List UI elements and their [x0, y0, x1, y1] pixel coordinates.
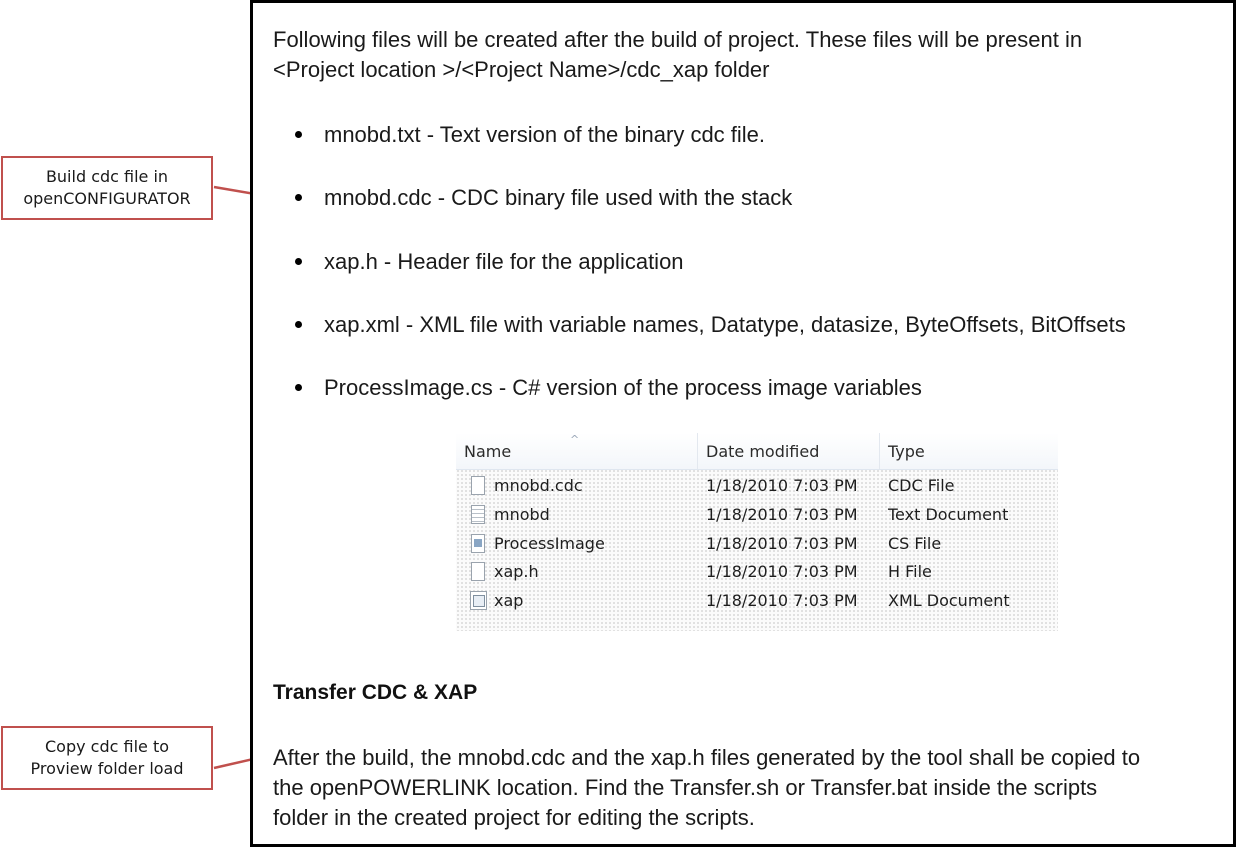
file-date-modified: 1/18/2010 7:03 PM — [706, 591, 858, 610]
transfer-line-3: folder in the created project for editing the scripts. — [273, 805, 755, 830]
file-date-modified: 1/18/2010 7:03 PM — [706, 476, 858, 495]
intro-line-1: Following files will be created after the build of project. These files will be present in — [273, 27, 1083, 52]
file-date-modified: 1/18/2010 7:03 PM — [706, 534, 858, 553]
bullet-text: mnobd.txt - Text version of the binary cdc file. — [324, 122, 766, 147]
file-type: CDC File — [888, 476, 955, 495]
column-header-type[interactable] — [880, 433, 1058, 469]
bullet-item — [295, 373, 922, 403]
blank-file-icon — [471, 476, 485, 495]
file-type: CS File — [888, 534, 942, 553]
callout-build-cdc — [1, 156, 213, 220]
file-type: H File — [888, 562, 932, 581]
column-header-bar — [456, 433, 1058, 470]
bullet-dot-icon — [295, 258, 302, 265]
callout-copy-line1: Copy cdc file to — [44, 737, 170, 756]
file-date-modified: 1/18/2010 7:03 PM — [706, 562, 858, 581]
text-file-icon — [471, 505, 485, 524]
callout-build-line2: openCONFIGURATOR — [23, 189, 191, 208]
file-date-modified: 1/18/2010 7:03 PM — [706, 505, 858, 524]
bullet-item — [295, 120, 765, 150]
file-name: xap — [494, 591, 524, 610]
transfer-line-1: After the build, the mnobd.cdc and the xap.h files generated by the tool shall be copied to — [273, 745, 1141, 770]
bullet-text: ProcessImage.cs - C# version of the process image variables — [324, 375, 922, 400]
bullet-item — [295, 247, 684, 277]
bullet-dot-icon — [295, 321, 302, 328]
column-type-label: Type — [888, 442, 925, 461]
transfer-line-2: the openPOWERLINK location. Find the Transfer.sh or Transfer.bat inside the scripts — [273, 775, 1098, 800]
bullet-dot-icon — [295, 194, 302, 201]
bullet-text: mnobd.cdc - CDC binary file used with the stack — [324, 185, 793, 210]
bullet-dot-icon — [295, 131, 302, 138]
xml-file-icon — [470, 591, 487, 610]
file-explorer-list — [456, 433, 1058, 631]
column-header-date-modified[interactable] — [698, 433, 880, 469]
file-type: XML Document — [888, 591, 1010, 610]
blank-file-icon — [471, 562, 485, 581]
file-type: Text Document — [888, 505, 1009, 524]
sort-ascending-icon: ^ — [570, 433, 580, 446]
transfer-paragraph — [273, 743, 1140, 833]
cs-file-icon — [471, 534, 485, 553]
column-name-label: Name — [464, 442, 512, 461]
bullet-text: xap.xml - XML file with variable names, Datatype, datasize, ByteOffsets, BitOffsets — [324, 312, 1126, 337]
file-row[interactable] — [456, 471, 1058, 500]
callout-copy-line2: Proview folder load — [30, 759, 184, 778]
file-row[interactable] — [456, 500, 1058, 529]
file-name: mnobd.cdc — [494, 476, 583, 495]
column-date-label: Date modified — [706, 442, 820, 461]
file-name: mnobd — [494, 505, 550, 524]
bullet-item — [295, 183, 792, 213]
file-row[interactable] — [456, 586, 1058, 615]
bullet-dot-icon — [295, 384, 302, 391]
file-name: ProcessImage — [494, 534, 605, 553]
intro-line-2: <Project location >/<Project Name>/cdc_xap folder — [273, 57, 770, 82]
bullet-item — [295, 310, 1126, 340]
callout-build-line1: Build cdc file in — [45, 167, 169, 186]
file-row[interactable] — [456, 557, 1058, 586]
callout-copy-cdc — [1, 726, 213, 790]
file-row[interactable] — [456, 529, 1058, 558]
section-heading: Transfer CDC & XAP — [273, 681, 478, 704]
file-name: xap.h — [494, 562, 539, 581]
bullet-text: xap.h - Header file for the application — [324, 249, 684, 274]
column-header-name[interactable] — [456, 433, 698, 469]
intro-paragraph — [273, 25, 1082, 85]
document-panel — [250, 0, 1236, 847]
